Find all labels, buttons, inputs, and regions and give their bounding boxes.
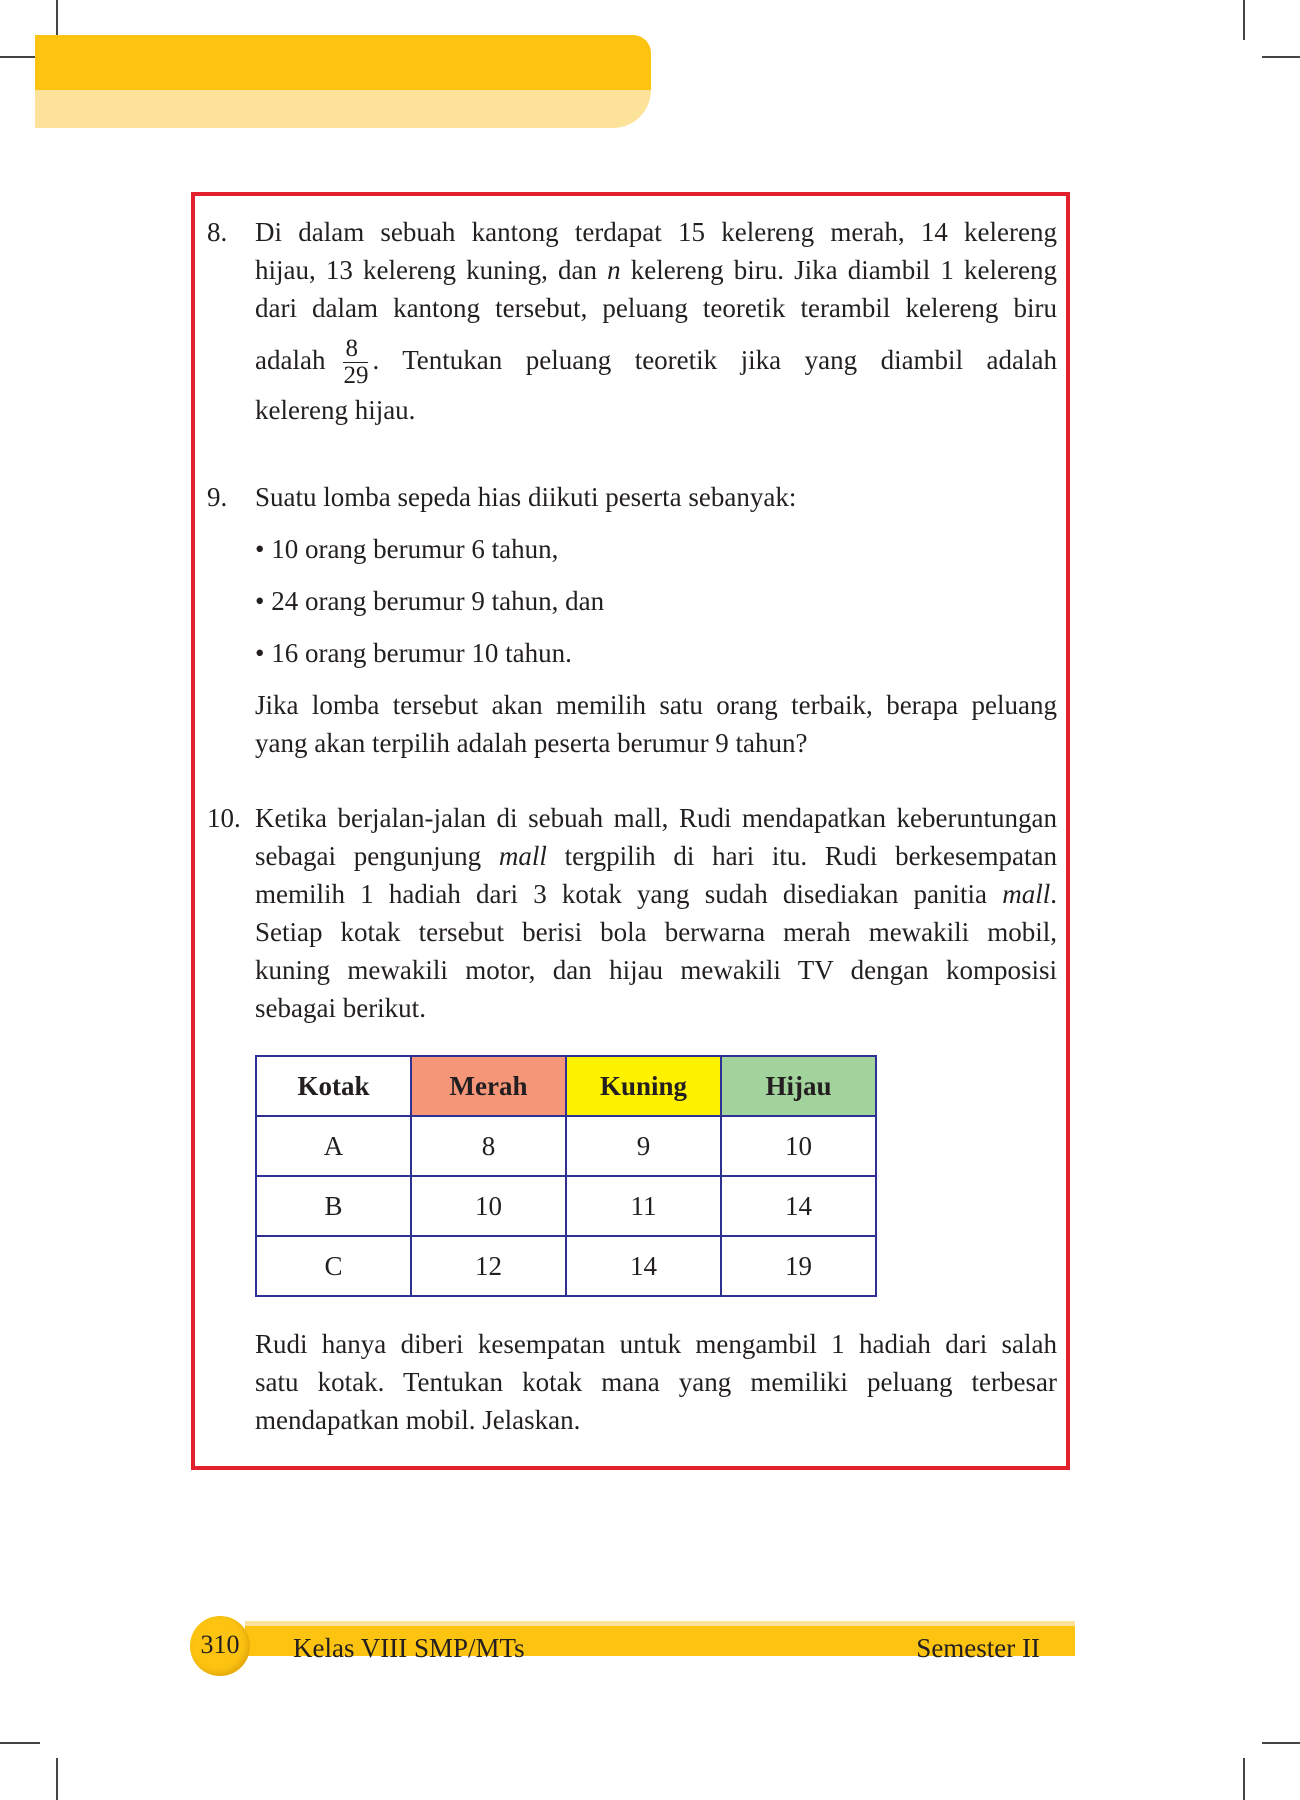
composition-table (255, 1055, 877, 1297)
question-text-line: adalah $\frac{8}{29}$ . Tentukan peluang teoretik jika yang diambil adalah (255, 335, 1057, 390)
table-cell: C (256, 1236, 411, 1296)
table-header-cell: Kotak (256, 1056, 411, 1116)
question-text-line: Jika lomba tersebut akan memilih satu orang terbaik, berapa peluang (255, 690, 1057, 720)
crop-mark (0, 56, 40, 58)
table-cell: 10 (721, 1116, 876, 1176)
bullet-item: • 10 orang berumur 6 tahun, (255, 534, 559, 564)
question-text-line: yang akan terpilih adalah peserta berumur 9 tahun? (255, 728, 808, 758)
table-row (256, 1176, 876, 1236)
question-body (255, 799, 1057, 1027)
book-title: Kelas VIII SMP/MTs (293, 1633, 525, 1663)
table-cell: 9 (566, 1116, 721, 1176)
question-number: 9. (207, 482, 228, 512)
question-body (255, 478, 1057, 762)
question-body (255, 1325, 1057, 1439)
question-text-line: mendapatkan mobil. Jelaskan. (255, 1405, 581, 1435)
fraction: $\frac{8}{29}$ (343, 335, 369, 390)
table-header-cell: Kuning (566, 1056, 721, 1116)
question-text-line: Suatu lomba sepeda hias diikuti peserta sebanyak: (255, 482, 797, 512)
question-text-line: kelereng hijau. (255, 395, 416, 425)
table-row (256, 1116, 876, 1176)
bullet-item: • 24 orang berumur 9 tahun, dan (255, 586, 605, 616)
bullet-item: • 16 orang berumur 10 tahun. (255, 638, 572, 668)
crop-mark (1262, 56, 1300, 58)
crop-mark (1243, 0, 1245, 40)
question-number: 10. (207, 803, 241, 833)
question-text-line: Di dalam sebuah kantong terdapat 15 kelereng merah, 14 kelereng (255, 217, 1057, 247)
table-cell: B (256, 1176, 411, 1236)
table-header-row (256, 1056, 876, 1116)
header-banner-light (35, 90, 651, 128)
question-text-line: sebagai pengunjung mall tergpilih di hari itu. Rudi berkesempatan (255, 841, 1057, 871)
question-text-line: hijau, 13 kelereng kuning, dan n kelereng biru. Jika diambil 1 kelereng (255, 255, 1057, 285)
table-cell: 12 (411, 1236, 566, 1296)
crop-mark (1243, 1758, 1245, 1800)
question-number: 8. (207, 217, 228, 247)
semester-label: Semester II (916, 1633, 1040, 1663)
table-cell: 14 (566, 1236, 721, 1296)
table-cell: 11 (566, 1176, 721, 1236)
table-row (256, 1236, 876, 1296)
table-cell: 14 (721, 1176, 876, 1236)
question-text-line: satu kotak. Tentukan kotak mana yang memiliki peluang terbesar (255, 1367, 1057, 1397)
table-cell: A (256, 1116, 411, 1176)
table-cell: 8 (411, 1116, 566, 1176)
question-text-line: Setiap kotak tersebut berisi bola berwarna merah mewakili mobil, (255, 917, 1057, 947)
page-number: 310 (200, 1630, 240, 1659)
table-header-cell: Hijau (721, 1056, 876, 1116)
crop-mark (56, 0, 58, 40)
crop-mark (1262, 1742, 1300, 1744)
table-cell: 10 (411, 1176, 566, 1236)
header-banner (35, 35, 651, 90)
question-text-line: Rudi hanya diberi kesempatan untuk mengambil 1 hadiah dari salah (255, 1329, 1057, 1359)
question-body (255, 213, 1057, 429)
table-cell: 19 (721, 1236, 876, 1296)
question-text-line: sebagai berikut. (255, 993, 426, 1023)
question-text-line: kuning mewakili motor, dan hijau mewakili TV dengan komposisi (255, 955, 1057, 985)
question-text-line: memilih 1 hadiah dari 3 kotak yang sudah disediakan panitia mall. (255, 879, 1057, 909)
question-text-line: Ketika berjalan-jalan di sebuah mall, Rudi mendapatkan keberuntungan (255, 803, 1057, 833)
crop-mark (56, 1758, 58, 1800)
table-header-cell: Merah (411, 1056, 566, 1116)
crop-mark (0, 1742, 40, 1744)
question-text-line: dari dalam kantong tersebut, peluang teoretik terambil kelereng biru (255, 293, 1057, 323)
